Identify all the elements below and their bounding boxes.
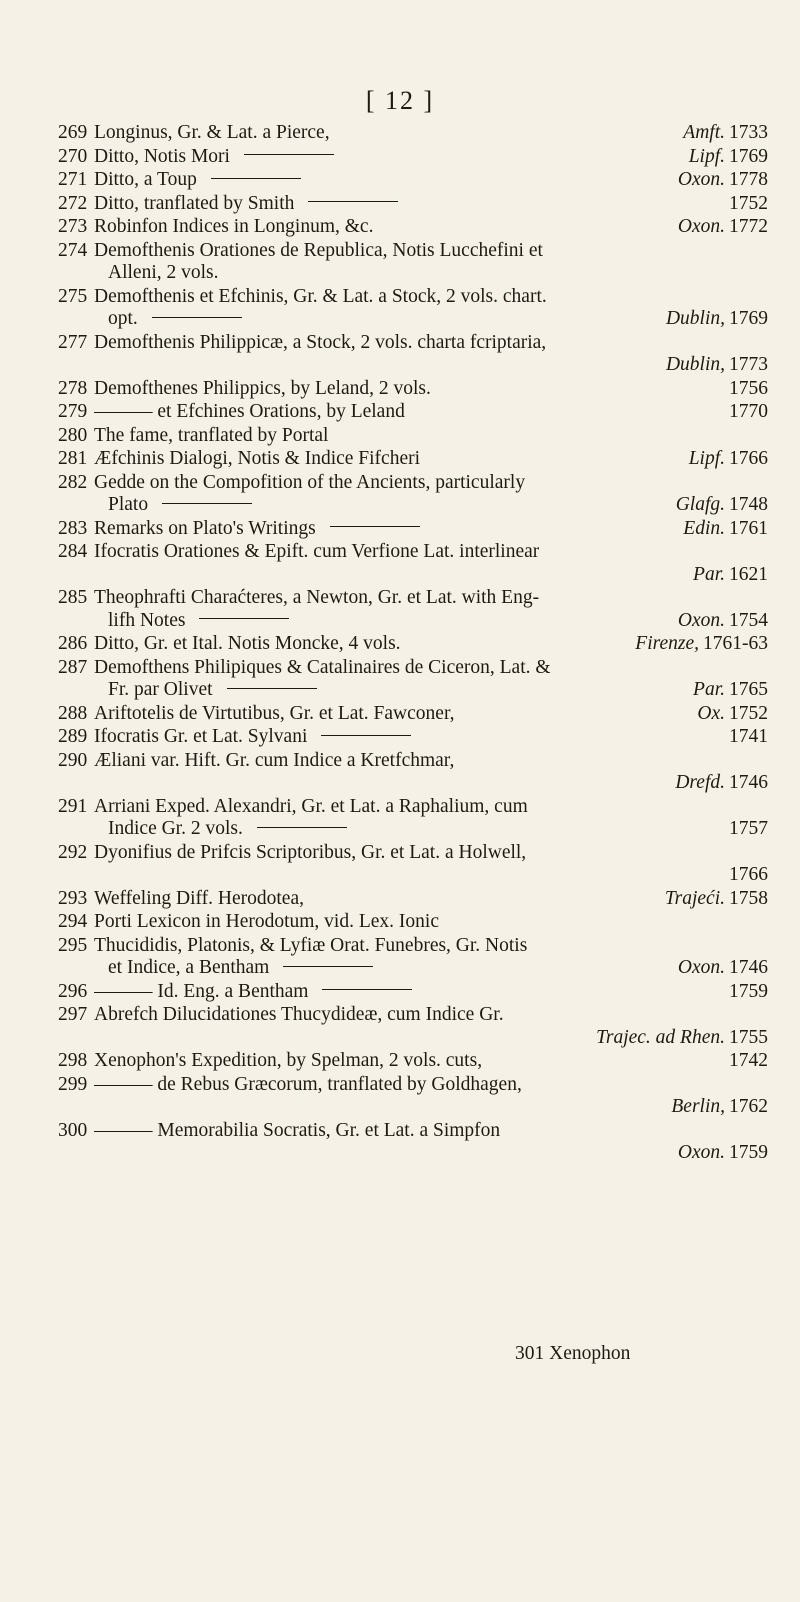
catalogue-entry [58,935,768,980]
entry-imprint [667,772,768,795]
entry-title-text: Demofthenes Philippics, by Leland, 2 vols. [94,377,431,399]
entry-title-text: Æliani var. Hift. Gr. cum Indice a Kretfchmar, [94,749,455,771]
catalogue-entry [58,541,768,586]
entry-number: 273 [58,216,88,237]
imprint-year: 1766 [729,448,768,469]
imprint-year: 1758 [729,887,768,909]
imprint-place: Lipf. [688,448,725,469]
imprint-year: 1746 [729,772,768,793]
imprint-place: Glafg. [675,494,725,515]
imprint-year: 1759 [729,980,768,1002]
catalogue-entry [58,911,768,934]
entry-title-text: Robinfon Indices in Longinum, &c. [94,216,374,237]
imprint-year: 1761-63 [703,633,768,654]
entry-title-text: Thucididis, Platonis, & Lyfiæ Orat. Funebres, Gr. Notis [94,934,528,956]
imprint-place: Dublin, [665,308,725,329]
entry-number: 291 [58,795,88,817]
entry-number: 284 [58,541,88,562]
entry-imprint [658,354,768,377]
entry-number: 297 [58,1004,88,1025]
imprint-year: 1756 [729,377,768,399]
entry-title-text: Dyonifius de Prifcis Scriptoribus, Gr. et Lat. a Holwell, [94,841,527,863]
entry-title-text: The fame, tranflated by Portal [94,424,329,446]
catalogue-entry [58,169,768,192]
imprint-place: Oxon. [677,957,725,978]
imprint-place: Oxon. [677,169,725,190]
entry-title-text: lifh Notes [108,609,186,631]
catalogue-entry [58,1004,768,1049]
entry-imprint [657,888,768,911]
book-catalogue-list [58,122,768,1166]
entry-title-text: Ditto, a Toup [94,169,197,190]
entry-title-text: opt. [108,308,138,329]
entry-title-text: Longinus, Gr. & Lat. a Pierce, [94,122,330,143]
dash-rule [257,827,347,828]
dash-rule [321,735,411,736]
entry-number: 287 [58,656,88,678]
entry-imprint [670,610,768,633]
entry-number: 299 [58,1073,88,1095]
imprint-place: Par. [693,563,725,585]
entry-number: 298 [58,1050,88,1071]
catalogue-entry [58,842,768,887]
entry-title-text: Porti Lexicon in Herodotum, vid. Lex. Ionic [94,911,439,932]
entry-imprint [717,401,768,424]
entry-imprint [681,448,768,471]
entry-imprint [663,1096,768,1119]
entry-title-text: Remarks on Plato's Writings [94,517,316,539]
entry-number: 271 [58,169,88,190]
imprint-year: 1778 [729,169,768,190]
entry-imprint [689,703,768,726]
catalogue-entry [58,703,768,726]
imprint-place: Dublin, [665,354,725,375]
dash-rule [330,526,420,527]
dash-rule [322,989,412,990]
catchword: 301 Xenophon [515,1343,631,1364]
imprint-place: Edin. [683,517,725,539]
entry-imprint [717,864,768,887]
entry-imprint [670,1142,768,1165]
catalogue-entry [58,796,768,841]
catalogue-entry [58,518,768,541]
entry-title-text: Arriani Exped. Alexandri, Gr. et Lat. a Raphalium, cum [94,795,528,817]
entry-number: 293 [58,887,88,909]
entry-number: 280 [58,424,88,446]
entry-number: 269 [58,122,88,143]
entry-number: 286 [58,633,88,654]
entry-imprint [717,1050,768,1073]
catalogue-entry [58,726,768,749]
catalogue-entry [58,286,768,331]
entry-number: 295 [58,934,88,956]
entry-title-text: Æfchinis Dialogi, Notis & Indice Fifcheri [94,448,421,469]
entry-title-text: Weffeling Diff. Herodotea, [94,887,304,909]
entry-imprint [717,981,768,1004]
imprint-place: Lipf. [688,145,725,167]
dash-rule [211,178,301,179]
entry-imprint [717,378,768,401]
dash-rule [283,966,373,967]
entry-title-text: Ditto, tranflated by Smith [94,192,295,214]
entry-title-text: Ariftotelis de Virtutibus, Gr. et Lat. Fawconer, [94,702,455,724]
entry-number: 274 [58,239,88,261]
entry-title-text: Alleni, 2 vols. [108,262,219,283]
dash-rule [199,618,289,619]
entry-number: 296 [58,980,88,1002]
entry-title-text: Ifocratis Gr. et Lat. Sylvani [94,726,308,747]
entry-title-text: Abrefch Dilucidationes Thucydideæ, cum Indice Gr. [94,1004,504,1025]
imprint-year: 1765 [729,679,768,700]
dash-rule [152,317,242,318]
imprint-place: Berlin, [671,1096,725,1117]
entry-number: 288 [58,702,88,724]
entry-title-text: Demofthenis Orationes de Republica, Notis Lucchefini et [94,239,543,261]
entry-imprint [717,193,768,216]
imprint-year: 1757 [729,818,768,839]
imprint-year: 1754 [729,609,768,631]
entry-imprint [685,679,768,702]
entry-number: 278 [58,377,88,399]
catalogue-entry [58,401,768,424]
entry-imprint [670,957,768,980]
imprint-year: 1621 [729,563,768,585]
dash-rule [162,503,252,504]
entry-title-text: ——— de Rebus Græcorum, tranflated by Goldhagen, [94,1073,522,1095]
imprint-place: Oxon. [677,609,725,631]
entry-number: 281 [58,448,88,469]
entry-title-text: Gedde on the Compofition of the Ancients, particularly [94,471,526,493]
catalogue-entry [58,216,768,239]
entry-title-text: ——— Id. Eng. a Bentham [94,980,309,1002]
page-number: [ 12 ] [365,86,435,115]
entry-number: 275 [58,285,88,307]
catalogue-entry [58,448,768,471]
entry-number: 279 [58,401,88,422]
catalogue-entry [58,1074,768,1119]
entry-title-text: Demofthens Philipiques & Catalinaires de Ciceron, Lat. & [94,656,551,678]
imprint-place: Oxon. [677,1142,725,1163]
entry-title-text: Indice Gr. 2 vols. [108,818,243,839]
catalogue-entry [58,1050,768,1073]
entry-imprint [675,122,768,145]
entry-number: 277 [58,331,88,353]
entry-imprint [668,494,768,517]
imprint-year: 1748 [729,494,768,515]
imprint-year: 1773 [729,354,768,375]
catalogue-entry [58,378,768,401]
imprint-year: 1761 [729,517,768,539]
entry-title-text: Plato [108,494,149,515]
entry-imprint [717,818,768,841]
entry-number: 283 [58,517,88,539]
entry-number: 290 [58,749,88,771]
entry-title-text: Ditto, Gr. et Ital. Notis Moncke, 4 vols. [94,633,401,654]
entry-number: 300 [58,1119,88,1141]
imprint-year: 1746 [729,957,768,978]
catalogue-entry [58,240,768,285]
entry-title-text: ——— et Efchines Orations, by Leland [94,401,405,422]
catalogue-entry [58,587,768,632]
catalogue-entry [58,122,768,145]
imprint-place: Par. [693,679,725,700]
imprint-year: 1772 [729,216,768,237]
entry-number: 289 [58,726,88,747]
entry-imprint [675,518,768,541]
entry-number: 270 [58,145,88,167]
entry-imprint [588,1027,768,1050]
catalogue-entry [58,633,768,656]
entry-imprint [670,169,768,192]
imprint-year: 1741 [729,726,768,747]
imprint-place: Drefd. [675,772,725,793]
dash-rule [308,201,398,202]
imprint-year: 1759 [729,1142,768,1163]
dash-rule [244,154,334,155]
catalogue-entry [58,750,768,795]
imprint-place: Oxon. [677,216,725,237]
imprint-place: Firenze, [635,633,699,654]
entry-number: 292 [58,841,88,863]
imprint-year: 1769 [729,145,768,167]
entry-number: 282 [58,471,88,493]
imprint-place: Amft. [683,122,725,143]
entry-number: 272 [58,192,88,214]
entry-imprint [681,146,768,169]
imprint-year: 1733 [729,122,768,143]
entry-imprint [627,633,768,656]
entry-imprint [685,564,768,587]
dash-rule [227,688,317,689]
entry-title-text: et Indice, a Bentham [108,957,270,978]
imprint-year: 1752 [729,702,768,724]
catalogue-entry [58,332,768,377]
imprint-place: Trajec. ad Rhen. [596,1026,725,1048]
entry-title-text: Demofthenis Philippicæ, a Stock, 2 vols. charta fcriptaria, [94,331,547,353]
entry-number: 285 [58,587,88,608]
entry-title-text: ——— Memorabilia Socratis, Gr. et Lat. a Simpfon [94,1119,501,1141]
catalogue-entry [58,888,768,911]
entry-title-text: Ditto, Notis Mori [94,145,230,167]
entry-imprint [670,216,768,239]
entry-number: 294 [58,911,88,932]
entry-title-text: Ifocratis Orationes & Epift. cum Verfione Lat. interlinear [94,541,540,562]
catalogue-entry [58,472,768,517]
catalogue-entry [58,425,768,448]
entry-imprint [717,726,768,749]
entry-title-text: Xenophon's Expedition, by Spelman, 2 vols. cuts, [94,1050,483,1071]
imprint-year: 1769 [729,308,768,329]
imprint-year: 1752 [729,192,768,214]
imprint-year: 1770 [729,401,768,422]
imprint-year: 1766 [729,864,768,885]
imprint-year: 1755 [729,1026,768,1048]
catalogue-entry [58,657,768,702]
entry-imprint [658,308,768,331]
imprint-year: 1762 [729,1096,768,1117]
imprint-place: Ox. [697,702,725,724]
imprint-place: Trajeći. [664,887,725,909]
catalogue-entry [58,1120,768,1165]
imprint-year: 1742 [729,1050,768,1071]
catalogue-entry [58,981,768,1004]
entry-title-text: Theophrafti Charaćteres, a Newton, Gr. et Lat. with Eng- [94,587,540,608]
entry-title-text: Demofthenis et Efchinis, Gr. & Lat. a Stock, 2 vols. chart. [94,285,547,307]
catalogue-entry [58,146,768,169]
entry-title-text: Fr. par Olivet [108,679,213,700]
catalogue-entry [58,193,768,216]
